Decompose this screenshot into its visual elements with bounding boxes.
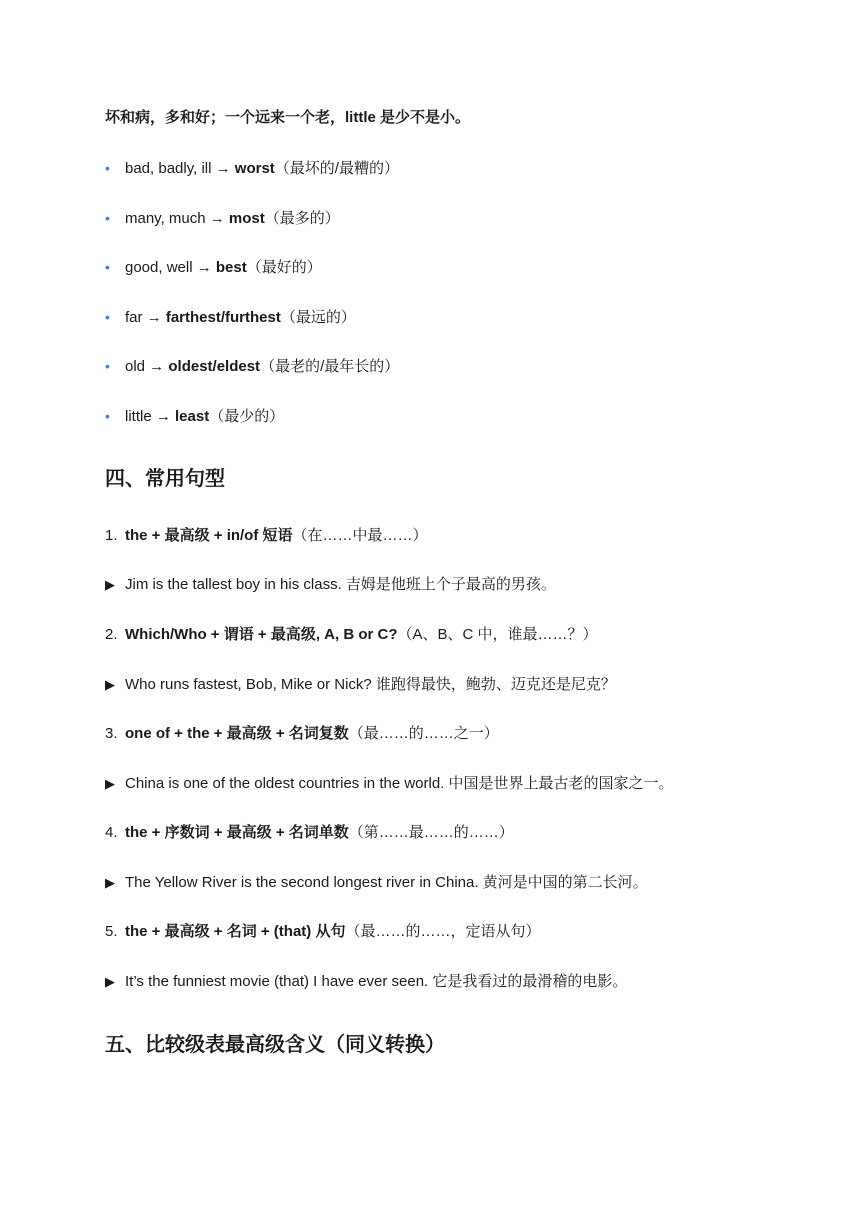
list-item xyxy=(105,257,322,278)
pattern-formula: the + 序数词 + 最高级 + 名词单数 xyxy=(125,824,349,841)
superlative-form: oldest/eldest xyxy=(168,358,261,375)
superlative-form: farthest/furthest xyxy=(165,309,281,326)
bullet-icon: • xyxy=(105,259,110,275)
pattern-formula: the + 最高级 + in/of 短语 xyxy=(125,527,293,544)
bullet-icon: • xyxy=(105,309,110,325)
pattern-number: 3. xyxy=(105,725,118,742)
pattern-number: 1. xyxy=(105,527,118,544)
pattern-meaning: （在……中最……） xyxy=(292,527,428,544)
list-item xyxy=(105,208,340,229)
meaning: （最多的） xyxy=(264,210,340,227)
example-sentence: The Yellow River is the second longest river in China. 黄河是中国的第二长河。 xyxy=(125,874,648,891)
pattern-line xyxy=(105,724,499,744)
play-triangle-icon: ▶ xyxy=(105,677,115,692)
pattern-line xyxy=(105,625,598,645)
example-sentence: Jim is the tallest boy in his class. 吉姆是他班上个子最高的男孩。 xyxy=(125,576,556,593)
play-triangle-icon: ▶ xyxy=(105,875,115,890)
bullet-icon: • xyxy=(105,160,110,176)
list-item xyxy=(105,158,399,179)
superlative-form: best xyxy=(215,259,247,276)
example-sentence: It’s the funniest movie (that) I have ever seen. 它是我看过的最滑稽的电影。 xyxy=(125,973,628,990)
pattern-formula: the + 最高级 + 名词 + (that) 从句 xyxy=(125,923,346,940)
base-words: many, much → xyxy=(125,210,229,227)
pattern-number: 4. xyxy=(105,824,118,841)
list-item xyxy=(105,307,356,328)
section-heading: 四、常用句型 xyxy=(105,468,225,490)
example-line xyxy=(105,675,616,695)
play-triangle-icon: ▶ xyxy=(105,577,115,592)
pattern-meaning: （最……的……，定语从句） xyxy=(345,923,541,940)
pattern-line xyxy=(105,526,428,546)
list-item xyxy=(105,406,284,427)
base-words: little → xyxy=(125,408,176,425)
play-triangle-icon: ▶ xyxy=(105,776,115,791)
pattern-meaning: （第……最……的……） xyxy=(348,824,514,841)
superlative-form: least xyxy=(175,408,210,425)
example-sentence: Who runs fastest, Bob, Mike or Nick? 谁跑得最快，鲍勃、迈克还是尼克？ xyxy=(125,676,616,693)
pattern-line xyxy=(105,922,540,942)
example-line xyxy=(105,774,674,794)
pattern-number: 2. xyxy=(105,626,118,643)
play-triangle-icon: ▶ xyxy=(105,974,115,989)
bullet-icon: • xyxy=(105,210,110,226)
pattern-line xyxy=(105,823,514,843)
base-words: old → xyxy=(125,358,169,375)
list-item xyxy=(105,356,399,377)
base-words: good, well → xyxy=(125,259,216,276)
example-line xyxy=(105,873,648,893)
pattern-number: 5. xyxy=(105,923,118,940)
intro-mnemonic: 坏和病，多和好；一个远来一个老，little 是少不是小。 xyxy=(105,109,471,126)
example-line xyxy=(105,972,627,992)
pattern-meaning: （最……的……之一） xyxy=(348,725,499,742)
meaning: （最好的） xyxy=(246,259,322,276)
example-line xyxy=(105,575,556,595)
example-sentence: China is one of the oldest countries in the world. 中国是世界上最古老的国家之一。 xyxy=(125,775,674,792)
base-words: far → xyxy=(125,309,166,326)
bullet-icon: • xyxy=(105,358,110,374)
pattern-meaning: （A、B、C 中，谁最……？） xyxy=(397,626,598,643)
meaning: （最少的） xyxy=(209,408,285,425)
base-words: bad, badly, ill → xyxy=(125,160,235,177)
section-heading: 五、比较级表最高级含义（同义转换） xyxy=(105,1034,445,1056)
meaning: （最坏的/最糟的） xyxy=(274,160,399,177)
pattern-formula: one of + the + 最高级 + 名词复数 xyxy=(125,725,349,742)
meaning: （最老的/最年长的） xyxy=(260,358,400,375)
meaning: （最远的） xyxy=(280,309,356,326)
superlative-form: worst xyxy=(234,160,275,177)
superlative-form: most xyxy=(228,210,265,227)
bullet-icon: • xyxy=(105,408,110,424)
pattern-formula: Which/Who + 谓语 + 最高级, A, B or C? xyxy=(125,626,398,643)
